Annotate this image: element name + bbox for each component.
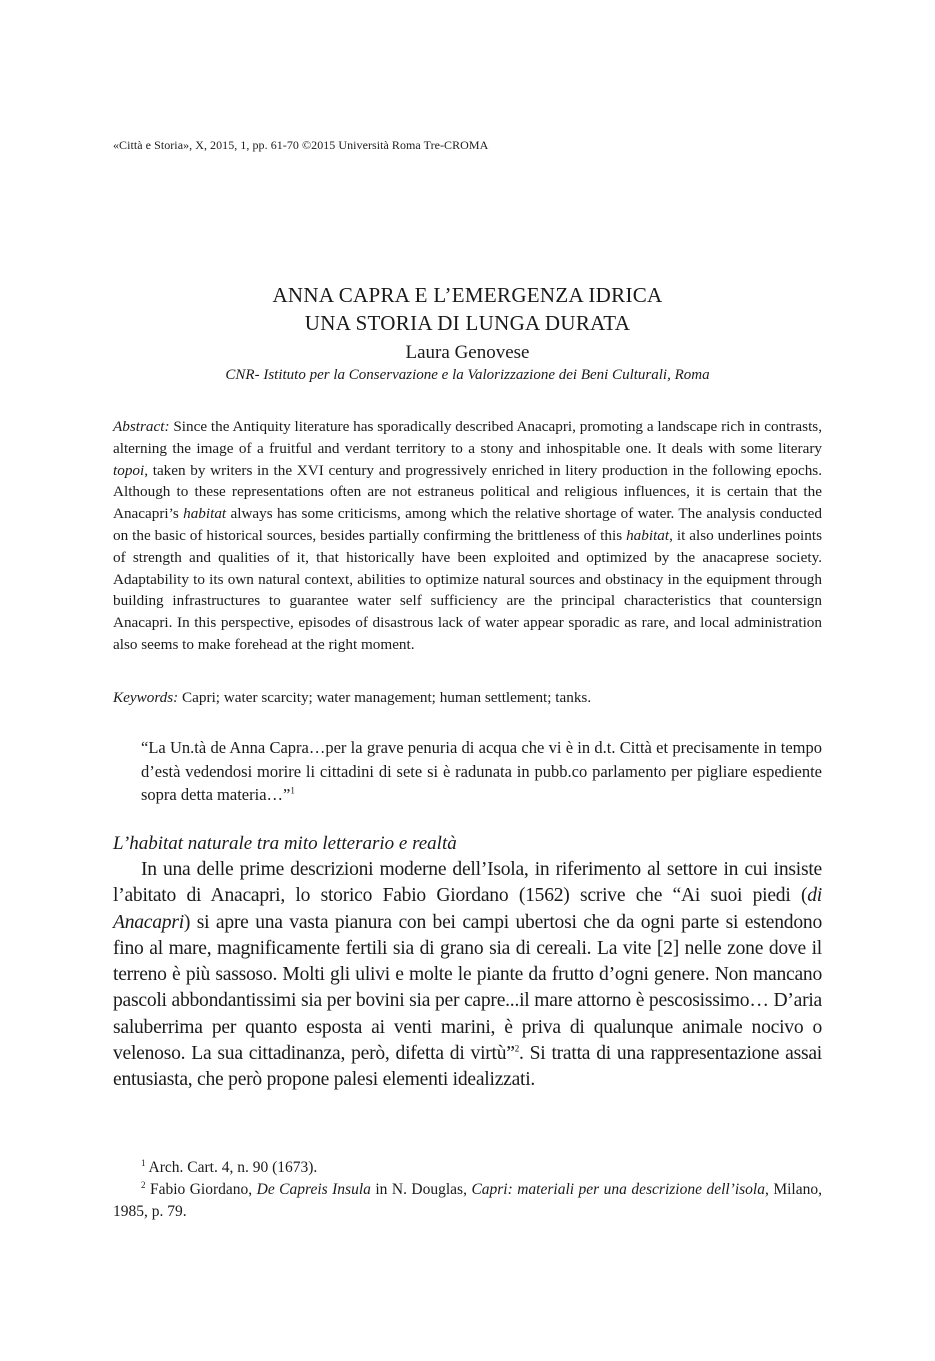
- footnote-2: [113, 1179, 822, 1223]
- body-italic-term: di Anacapri: [113, 885, 822, 933]
- footnote-title-1: De Capreis Insula: [256, 1181, 371, 1198]
- footnotes: [113, 1157, 822, 1223]
- abstract-text-4: , it also underlines points of strength and qualities of it, that historically have been exploited and optimized by the anacaprese society. Adaptability to its own natural context, abilities to optimize natural sources and obstinacy in the equipment through building infrastructures to guarantee water self sufficiency are the principal characteristics that countersign Anacapri. In this perspective, episodes of disastrous lack of water appear sporadic as rare, and local administration also seems to make forehead at the right moment.: [113, 526, 822, 653]
- keywords: [113, 687, 822, 709]
- footnote-text-post: , Milano, 1985, p. 79.: [113, 1181, 822, 1220]
- abstract-text-2: , taken by writers in the XVI century and progressively enriched in litery production in the following epochs. Although to these representations often are not estraneus political and religious influences, it is certain that the Anacapri’s: [113, 461, 822, 523]
- footnote-number: 1: [141, 1157, 146, 1168]
- abstract-label: Abstract:: [113, 418, 170, 435]
- author-affiliation: CNR- Istituto per la Conservazione e la Valorizzazione dei Beni Culturali, Roma: [225, 367, 710, 383]
- footnote-text-mid: in N. Douglas,: [370, 1181, 472, 1198]
- footnote-1: [113, 1157, 822, 1179]
- body-paragraph: [113, 857, 822, 1094]
- abstract-text-1: Since the Antiquity literature has sporadically described Anacapri, promoting a landscape rich in contrasts, alterning the image of a fruitful and verdant territory to a stony and inhospitable one. It deals with some literary: [113, 418, 822, 457]
- footnote-text-pre: Fabio Giordano,: [145, 1181, 257, 1198]
- title-block: [0, 281, 935, 385]
- author-name: Laura Genovese: [405, 342, 530, 363]
- abstract-text-3: always has some criticisms, among which the relative shortage of water. The analysis conducted on the basic of historical sources, besides partially confirming the brittleness of this: [113, 505, 822, 544]
- abstract-term-habitat: habitat: [183, 505, 227, 523]
- block-quote: [141, 736, 822, 807]
- abstract: [113, 416, 822, 656]
- abstract-term-topoi: topoi: [113, 461, 145, 479]
- article-title-line-1: ANNA CAPRA E L’EMERGENZA IDRICA: [272, 283, 663, 307]
- body-text-3: . Si tratta di una rappresentazione assai entusiasta, che però propone palesi elementi idealizzati.: [113, 1043, 823, 1091]
- footnote-ref-1[interactable]: 1: [290, 785, 295, 796]
- footnote-title-2: Capri: materiali per una descrizione dell’isola: [471, 1181, 765, 1198]
- article-title-line-2: UNA STORIA DI LUNGA DURATA: [304, 311, 631, 335]
- journal-citation: «Città e Storia», X, 2015, 1, pp. 61-70 ©2015 Università Roma Tre-CROMA: [113, 138, 489, 152]
- body-text-1: In una delle prime descrizioni moderne dell’Isola, in riferimento al settore in cui insiste l’abitato di Anacapri, lo storico Fabio Giordano (1562) scrive che “Ai suoi piedi (: [113, 859, 822, 907]
- footnote-text: Arch. Cart. 4, n. 90 (1673).: [145, 1159, 318, 1176]
- body-text-2: ) si apre una vasta pianura con bei campi ubertosi che da ogni parte si estendono fino al mare, magnificamente fertili sia di grano sia di cereali. La vite [2] nelle zone dove il terreno è più sassoso. Molti gli ulivi e molte le piante da frutto d’ogni genere. Non mancano pascoli abbondantissimi sia per bovini sia per capre...il mare attorno è pescosissimo… D’aria saluberrima per quanto esposta ai venti marini, è priva di qualunque animale nocivo o velenoso. La sua cittadinanza, però, difetta di virtù”: [113, 911, 822, 1065]
- footnote-ref-2[interactable]: 2: [514, 1043, 519, 1054]
- quote-text: “La Un.tà de Anna Capra…per la grave penuria di acqua che vi è in d.t. Città et precisamente in tempo d’està vedendosi morire li cittadini di sete si è radunata in pubb.co parlamento per pigliare espediente sopra detta materia…”: [141, 738, 822, 804]
- keywords-text: Capri; water scarcity; water management; human settlement; tanks.: [178, 689, 592, 706]
- section-heading: L’habitat naturale tra mito letterario e realtà: [113, 833, 457, 854]
- abstract-term-habitat: habitat: [626, 526, 670, 544]
- keywords-label: Keywords:: [113, 689, 179, 706]
- footnote-number: 2: [141, 1179, 146, 1190]
